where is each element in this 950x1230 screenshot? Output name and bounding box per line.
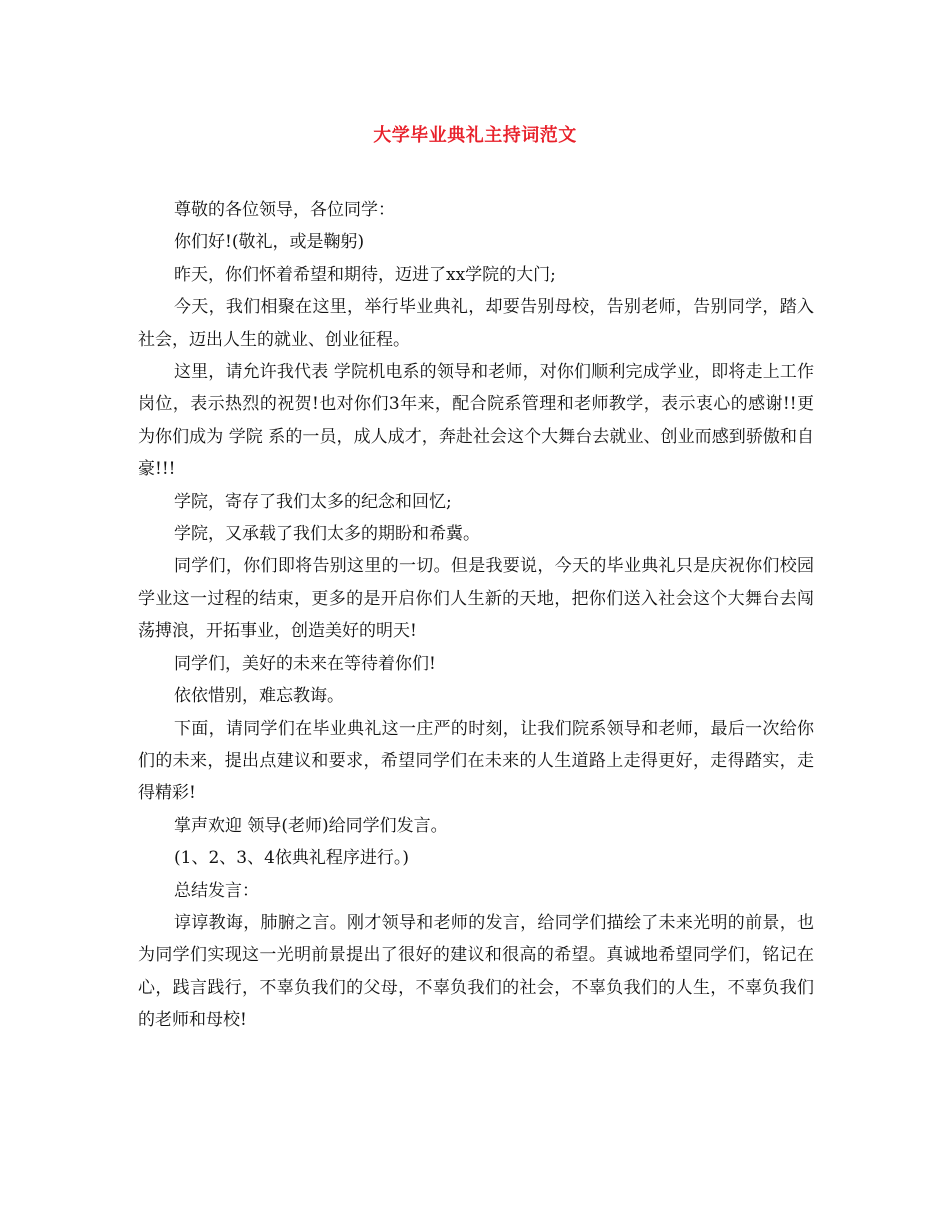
- document-title: 大学毕业典礼主持词范文: [373, 125, 577, 146]
- paragraph: 下面，请同学们在毕业典礼这一庄严的时刻，让我们院系领导和老师，最后一次给你们的未来，提出点建议和要求，希望同学们在未来的人生道路上走得更好，走得踏实，走得精彩!: [138, 718, 814, 804]
- paragraph: 谆谆教诲，肺腑之言。刚才领导和老师的发言，给同学们描绘了未来光明的前景，也为同学们实现这一光明前景提出了很好的建议和很高的希望。真诚地希望同学们，铭记在心，践言践行，不辜负我们的父母，不辜负我们的社会，不辜负我们的人生，不辜负我们的老师和母校!: [138, 912, 814, 1031]
- paragraph: 这里，请允许我代表 学院机电系的领导和老师，对你们顺利完成学业，即将走上工作岗位，表示热烈的祝贺!也对你们3年来，配合院系管理和老师教学，表示衷心的感谢!!更为你们成为 学院 系的一员，成人成才，奔赴社会这个大舞台去就业、创业而感到骄傲和自豪!!!: [138, 362, 814, 480]
- paragraph: 学院，寄存了我们太多的纪念和回忆;: [174, 491, 452, 512]
- paragraph: 学院，又承载了我们太多的期盼和希冀。: [174, 524, 480, 545]
- paragraph: 你们好!(敬礼，或是鞠躬): [174, 232, 365, 253]
- paragraph: 昨天，你们怀着希望和期待，迈进了xx学院的大门;: [174, 264, 556, 285]
- document-body: [138, 194, 814, 1037]
- paragraph: 尊敬的各位领导，各位同学：: [174, 200, 395, 220]
- paragraph: (1、2、3、4依典礼程序进行。): [174, 848, 410, 869]
- paragraph: 今天，我们相聚在这里，举行毕业典礼，却要告别母校，告别老师，告别同学，踏入社会，迈出人生的就业、创业征程。: [138, 297, 814, 350]
- paragraph: 同学们，你们即将告别这里的一切。但是我要说，今天的毕业典礼只是庆祝你们校园学业这一过程的结束，更多的是开启你们人生新的天地，把你们送入社会这个大舞台去闯荡搏浪，开拓事业，创造美好的明天!: [138, 556, 814, 642]
- paragraph: 掌声欢迎 领导(老师)给同学们发言。: [174, 815, 448, 836]
- paragraph: 依依惜别，难忘教诲。: [174, 686, 344, 707]
- paragraph: 总结发言：: [174, 880, 259, 901]
- paragraph: 同学们，美好的未来在等待着你们!: [174, 653, 436, 674]
